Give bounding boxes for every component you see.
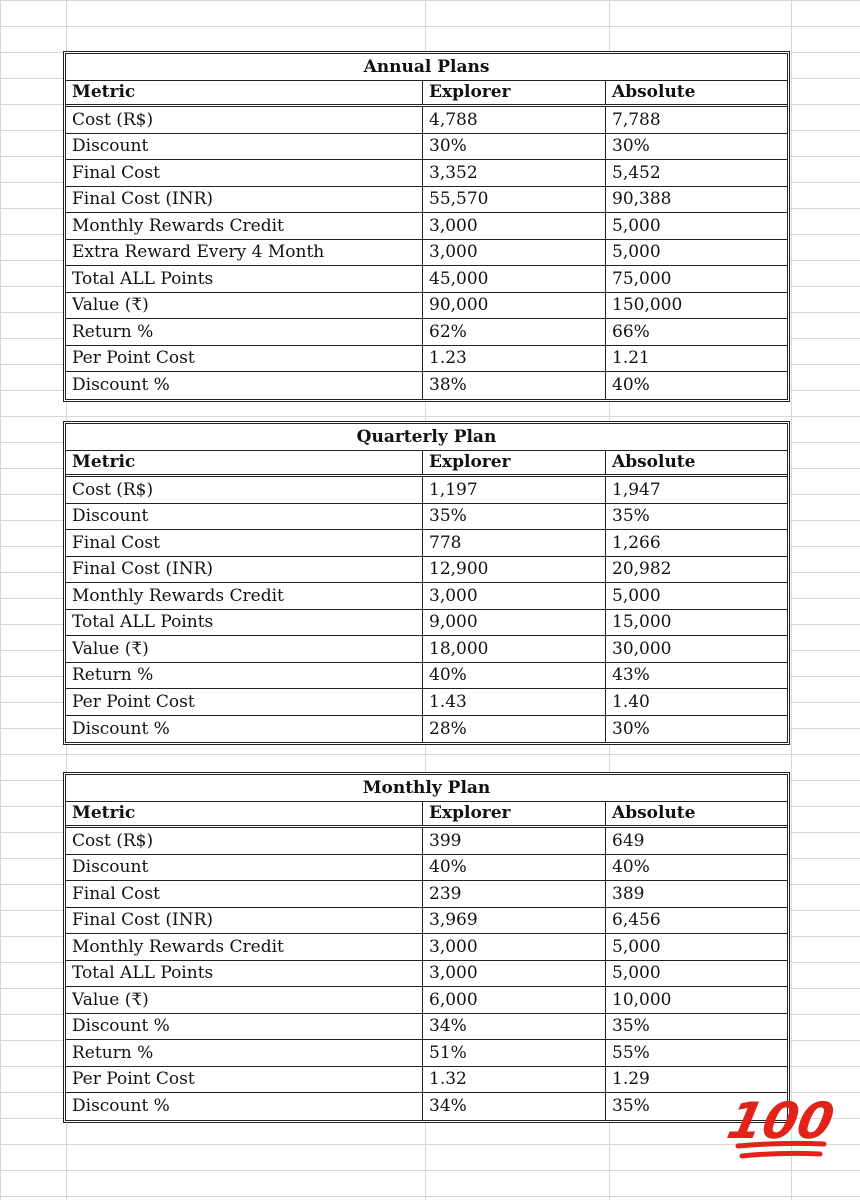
table-title-row <box>66 424 787 451</box>
absolute-cell: 15,000 <box>612 612 672 633</box>
table-row <box>66 240 787 267</box>
explorer-cell: 778 <box>423 530 606 556</box>
header-explorer: Explorer <box>423 451 606 475</box>
table-row <box>66 1040 787 1067</box>
table-row <box>66 187 787 214</box>
table-row <box>66 855 787 882</box>
hundred-text: 100 <box>722 1091 840 1150</box>
metric-cell: Discount <box>66 504 423 530</box>
metric-cell: Final Cost (INR) <box>66 557 423 583</box>
hundred-points-icon <box>722 1086 840 1166</box>
explorer-cell: 55,570 <box>423 187 606 213</box>
table-row <box>66 1093 787 1120</box>
table-row <box>66 530 787 557</box>
table-row <box>66 987 787 1014</box>
metric-cell: Cost (R$) <box>66 828 423 854</box>
table-row <box>66 107 787 134</box>
absolute-cell: 1.21 <box>612 348 650 369</box>
table-title-row <box>66 775 787 802</box>
metric-cell: Final Cost (INR) <box>66 187 423 213</box>
explorer-cell: 3,352 <box>423 160 606 186</box>
grid-column-line <box>791 0 792 1200</box>
explorer-cell: 90,000 <box>423 293 606 319</box>
absolute-cell: 5,000 <box>612 242 661 263</box>
header-metric: Metric <box>66 81 423 105</box>
table-title: Quarterly Plan <box>356 426 497 447</box>
table-row <box>66 1067 787 1094</box>
metric-cell: Final Cost (INR) <box>66 908 423 934</box>
table-row <box>66 828 787 855</box>
metric-cell: Value (₹) <box>66 293 423 319</box>
absolute-cell: 10,000 <box>612 989 672 1010</box>
metric-cell: Per Point Cost <box>66 1067 423 1093</box>
table-row <box>66 689 787 716</box>
absolute-cell: 5,000 <box>612 585 661 606</box>
table-row <box>66 160 787 187</box>
absolute-cell: 20,982 <box>612 559 672 580</box>
table-row <box>66 636 787 663</box>
absolute-cell: 1,266 <box>612 532 661 553</box>
explorer-cell: 1.23 <box>423 346 606 372</box>
table-row <box>66 319 787 346</box>
header-absolute: Absolute <box>612 452 696 473</box>
absolute-cell: 40% <box>612 857 650 878</box>
metric-cell: Monthly Rewards Credit <box>66 583 423 609</box>
absolute-cell: 40% <box>612 375 650 396</box>
explorer-cell: 6,000 <box>423 987 606 1013</box>
absolute-cell: 5,000 <box>612 215 661 236</box>
hundred-points-icon-svg <box>722 1086 840 1166</box>
explorer-cell: 1,197 <box>423 477 606 503</box>
metric-cell: Total ALL Points <box>66 266 423 292</box>
table-title: Monthly Plan <box>362 777 491 798</box>
absolute-cell: 66% <box>612 321 650 342</box>
table-row <box>66 934 787 961</box>
metric-cell: Discount % <box>66 1093 423 1120</box>
metric-cell: Value (₹) <box>66 987 423 1013</box>
explorer-cell: 62% <box>423 319 606 345</box>
table-title: Annual Plans <box>363 56 490 77</box>
metric-cell: Return % <box>66 1040 423 1066</box>
explorer-cell: 3,000 <box>423 934 606 960</box>
absolute-cell: 5,000 <box>612 963 661 984</box>
explorer-cell: 3,000 <box>423 583 606 609</box>
table-body <box>66 828 787 1120</box>
annual-plans-table <box>63 51 790 402</box>
absolute-cell: 5,452 <box>612 162 661 183</box>
table-row <box>66 557 787 584</box>
quarterly-plan-table <box>63 421 790 745</box>
table-row <box>66 372 787 399</box>
table-row <box>66 610 787 637</box>
absolute-cell: 150,000 <box>612 295 683 316</box>
explorer-cell: 12,900 <box>423 557 606 583</box>
explorer-cell: 51% <box>423 1040 606 1066</box>
table-row <box>66 293 787 320</box>
explorer-cell: 34% <box>423 1093 606 1120</box>
header-row <box>66 81 787 108</box>
explorer-cell: 399 <box>423 828 606 854</box>
table-row <box>66 134 787 161</box>
table-row <box>66 1014 787 1041</box>
explorer-cell: 3,000 <box>423 240 606 266</box>
table-body <box>66 477 787 742</box>
metric-cell: Discount <box>66 134 423 160</box>
absolute-cell: 35% <box>612 1096 650 1117</box>
metric-cell: Extra Reward Every 4 Month <box>66 240 423 266</box>
explorer-cell: 45,000 <box>423 266 606 292</box>
table-row <box>66 213 787 240</box>
metric-cell: Cost (R$) <box>66 477 423 503</box>
header-absolute: Absolute <box>612 803 696 824</box>
metric-cell: Discount % <box>66 1014 423 1040</box>
absolute-cell: 5,000 <box>612 936 661 957</box>
absolute-cell: 7,788 <box>612 109 661 130</box>
explorer-cell: 40% <box>423 663 606 689</box>
table-row <box>66 663 787 690</box>
metric-cell: Return % <box>66 663 423 689</box>
explorer-cell: 4,788 <box>423 107 606 133</box>
absolute-cell: 35% <box>612 506 650 527</box>
absolute-cell: 6,456 <box>612 910 661 931</box>
metric-cell: Per Point Cost <box>66 689 423 715</box>
explorer-cell: 9,000 <box>423 610 606 636</box>
absolute-cell: 35% <box>612 1016 650 1037</box>
metric-cell: Discount % <box>66 716 423 743</box>
table-row <box>66 881 787 908</box>
table-row <box>66 266 787 293</box>
absolute-cell: 30,000 <box>612 638 672 659</box>
absolute-cell: 649 <box>612 830 645 851</box>
absolute-cell: 1.29 <box>612 1069 650 1090</box>
absolute-cell: 90,388 <box>612 189 672 210</box>
explorer-cell: 28% <box>423 716 606 743</box>
underline-stroke <box>742 1153 820 1156</box>
explorer-cell: 34% <box>423 1014 606 1040</box>
metric-cell: Monthly Rewards Credit <box>66 213 423 239</box>
explorer-cell: 3,000 <box>423 961 606 987</box>
table-row <box>66 961 787 988</box>
table-row <box>66 504 787 531</box>
header-row <box>66 451 787 478</box>
table-row <box>66 346 787 373</box>
explorer-cell: 40% <box>423 855 606 881</box>
table-title-row <box>66 54 787 81</box>
metric-cell: Discount % <box>66 372 423 399</box>
explorer-cell: 30% <box>423 134 606 160</box>
metric-cell: Discount <box>66 855 423 881</box>
metric-cell: Per Point Cost <box>66 346 423 372</box>
metric-cell: Monthly Rewards Credit <box>66 934 423 960</box>
metric-cell: Final Cost <box>66 160 423 186</box>
absolute-cell: 1,947 <box>612 479 661 500</box>
metric-cell: Final Cost <box>66 881 423 907</box>
table-row <box>66 716 787 743</box>
absolute-cell: 55% <box>612 1042 650 1063</box>
underline-stroke <box>738 1143 824 1146</box>
header-absolute: Absolute <box>612 82 696 103</box>
explorer-cell: 18,000 <box>423 636 606 662</box>
table-body <box>66 107 787 399</box>
explorer-cell: 1.43 <box>423 689 606 715</box>
metric-cell: Cost (R$) <box>66 107 423 133</box>
explorer-cell: 239 <box>423 881 606 907</box>
absolute-cell: 43% <box>612 665 650 686</box>
absolute-cell: 75,000 <box>612 268 672 289</box>
header-metric: Metric <box>66 802 423 826</box>
table-row <box>66 583 787 610</box>
table-row <box>66 477 787 504</box>
absolute-cell: 30% <box>612 718 650 739</box>
monthly-plan-table <box>63 772 790 1123</box>
header-metric: Metric <box>66 451 423 475</box>
absolute-cell: 389 <box>612 883 645 904</box>
explorer-cell: 35% <box>423 504 606 530</box>
header-explorer: Explorer <box>423 802 606 826</box>
absolute-cell: 1.40 <box>612 691 650 712</box>
header-explorer: Explorer <box>423 81 606 105</box>
metric-cell: Final Cost <box>66 530 423 556</box>
table-row <box>66 908 787 935</box>
header-row <box>66 802 787 829</box>
explorer-cell: 3,000 <box>423 213 606 239</box>
explorer-cell: 38% <box>423 372 606 399</box>
absolute-cell: 30% <box>612 136 650 157</box>
metric-cell: Value (₹) <box>66 636 423 662</box>
metric-cell: Return % <box>66 319 423 345</box>
metric-cell: Total ALL Points <box>66 610 423 636</box>
explorer-cell: 1.32 <box>423 1067 606 1093</box>
metric-cell: Total ALL Points <box>66 961 423 987</box>
explorer-cell: 3,969 <box>423 908 606 934</box>
